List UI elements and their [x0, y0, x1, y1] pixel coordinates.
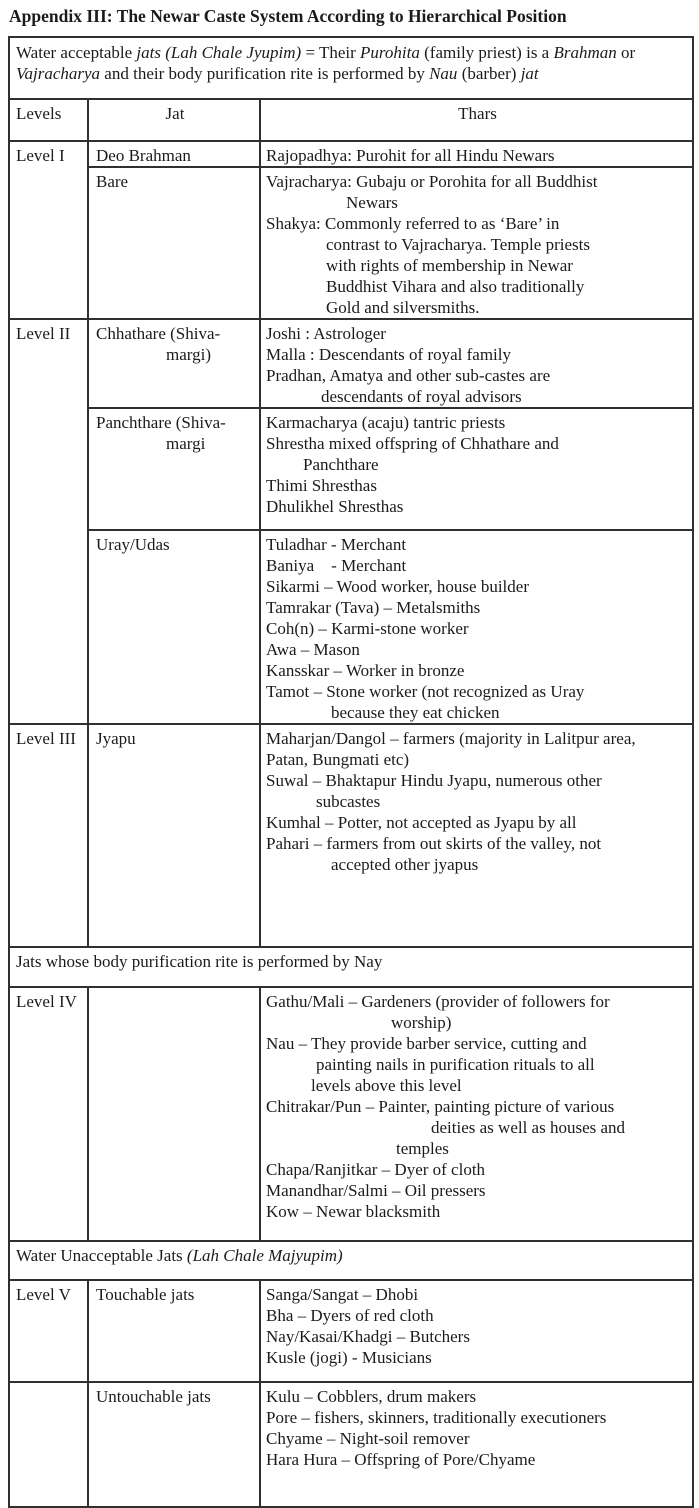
section-segment: (Lah Chale Majyupim) — [186, 1246, 343, 1265]
jat-line: Chhathare (Shiva- — [96, 324, 221, 343]
jat-line: margi) — [166, 345, 212, 364]
intro-segment: jat — [520, 64, 539, 83]
column-header-jat: Jat — [88, 99, 260, 141]
thars-line: Nau – They provide barber service, cutting and — [266, 1034, 587, 1053]
thars-line: accepted other jyapus — [331, 855, 479, 874]
thars-line: Coh(n) – Karmi-stone worker — [266, 619, 469, 638]
thars-line: Sanga/Sangat – Dhobi — [266, 1285, 419, 1304]
thars-line: Bha – Dyers of red cloth — [266, 1306, 434, 1325]
intro-cell — [9, 37, 693, 99]
intro-segment: (family priest) is a — [419, 43, 554, 62]
level-cell: Level II — [9, 319, 88, 724]
thars-line: worship) — [391, 1013, 452, 1032]
jat-cell: Deo Brahman — [88, 141, 260, 167]
column-header-thars: Thars — [260, 99, 693, 141]
jat-cell — [88, 987, 260, 1241]
intro-segment: Vajracharya — [16, 64, 101, 83]
thars-cell — [260, 408, 693, 530]
thars-cell — [260, 530, 693, 724]
page-title: Appendix III: The Newar Caste System According to Hierarchical Position — [9, 6, 567, 26]
jat-cell: Uray/Udas — [88, 530, 260, 724]
thars-line: Shakya: Commonly referred to as ‘Bare’ in — [266, 214, 560, 233]
section-cell — [9, 1241, 693, 1280]
thars-line: Kusle (jogi) - Musicians — [266, 1348, 432, 1367]
header-row — [9, 99, 693, 141]
intro-line-1 — [16, 42, 688, 63]
thars-line: Malla : Descendants of royal family — [266, 345, 512, 364]
thars-line: Patan, Bungmati etc) — [266, 750, 410, 769]
row-level2-chhathare — [9, 319, 693, 408]
thars-cell — [260, 1280, 693, 1382]
thars-cell — [260, 167, 693, 319]
level-cell: Level IV — [9, 987, 88, 1241]
intro-segment: (barber) — [457, 64, 521, 83]
thars-line: Pore – fishers, skinners, traditionally executioners — [266, 1408, 607, 1427]
thars-cell — [260, 319, 693, 408]
intro-segment: (Lah Chale Jyupim) — [165, 43, 302, 62]
intro-segment: Brahman — [553, 43, 617, 62]
intro-segment: Nau — [429, 64, 458, 83]
thars-cell — [260, 724, 693, 947]
jat-cell — [88, 319, 260, 408]
row-level1-deo-brahman — [9, 141, 693, 167]
thars-line: deities as well as houses and — [431, 1118, 626, 1137]
thars-line: Baniya - Merchant — [266, 556, 407, 575]
thars-line: Shrestha mixed offspring of Chhathare and — [266, 434, 559, 453]
thars-line: Chyame – Night-soil remover — [266, 1429, 470, 1448]
thars-line: Rajopadhya: Purohit for all Hindu Newars — [266, 146, 555, 165]
intro-segment: Water acceptable — [16, 43, 137, 62]
row-level2-uray-udas — [9, 530, 693, 724]
thars-line: Dhulikhel Shresthas — [266, 497, 404, 516]
thars-line: Kulu – Cobblers, drum makers — [266, 1387, 477, 1406]
jat-cell — [88, 408, 260, 530]
jat-cell: Untouchable jats — [88, 1382, 260, 1507]
thars-cell — [260, 1382, 693, 1507]
section-cell — [9, 947, 693, 987]
section-text — [16, 1245, 688, 1266]
level-cell: Level I — [9, 141, 88, 319]
thars-line: Panchthare — [303, 455, 379, 474]
thars-line: Tamot – Stone worker (not recognized as Uray — [266, 682, 585, 701]
section-segment: Water Unacceptable Jats — [16, 1246, 187, 1265]
section-text: Jats whose body purification rite is performed by Nay — [16, 952, 383, 971]
thars-line: Gathu/Mali – Gardeners (provider of followers for — [266, 992, 610, 1011]
section-row-nay — [9, 947, 693, 987]
thars-line: Tuladhar - Merchant — [266, 535, 407, 554]
row-level2-panchthare — [9, 408, 693, 530]
jat-cell: Touchable jats — [88, 1280, 260, 1382]
thars-line: Manandhar/Salmi – Oil pressers — [266, 1181, 486, 1200]
thars-line: Thimi Shresthas — [266, 476, 377, 495]
intro-segment: = Their — [301, 43, 361, 62]
thars-line: Kansskar – Worker in bronze — [266, 661, 465, 680]
level-cell — [9, 1382, 88, 1507]
jat-cell: Jyapu — [88, 724, 260, 947]
thars-line: subcastes — [316, 792, 381, 811]
thars-line: with rights of membership in Newar — [326, 256, 573, 275]
thars-line: Suwal – Bhaktapur Hindu Jyapu, numerous other — [266, 771, 602, 790]
thars-line: because they eat chicken — [331, 703, 500, 722]
thars-line: Buddhist Vihara and also traditionally — [326, 277, 585, 296]
row-level5-touchable — [9, 1280, 693, 1382]
intro-segment: jats — [136, 43, 161, 62]
thars-line: Tamrakar (Tava) – Metalsmiths — [266, 598, 481, 617]
thars-line: Nay/Kasai/Khadgi – Butchers — [266, 1327, 470, 1346]
section-row-water-unacceptable — [9, 1241, 693, 1280]
jat-cell: Bare — [88, 167, 260, 319]
thars-line: Karmacharya (acaju) tantric priests — [266, 413, 506, 432]
thars-line: Awa – Mason — [266, 640, 360, 659]
intro-row — [9, 37, 693, 99]
thars-line: levels above this level — [311, 1076, 462, 1095]
level-cell: Level V — [9, 1280, 88, 1382]
thars-line: Gold and silversmiths. — [326, 298, 480, 317]
row-level5-untouchable — [9, 1382, 693, 1507]
intro-line-2 — [16, 63, 688, 84]
column-header-levels: Levels — [9, 99, 88, 141]
intro-segment: and their body purification rite is performed by — [100, 64, 430, 83]
thars-line: Kow – Newar blacksmith — [266, 1202, 441, 1221]
caste-table — [8, 36, 694, 1508]
thars-line: Newars — [346, 193, 398, 212]
thars-cell — [260, 141, 693, 167]
jat-line: Panchthare (Shiva- — [96, 413, 226, 432]
thars-line: Maharjan/Dangol – farmers (majority in Lalitpur area, — [266, 729, 636, 748]
thars-line: descendants of royal advisors — [321, 387, 522, 406]
intro-segment: or — [616, 43, 636, 62]
thars-line: Kumhal – Potter, not accepted as Jyapu by all — [266, 813, 577, 832]
thars-line: painting nails in purification rituals to all — [316, 1055, 595, 1074]
thars-line: Joshi : Astrologer — [266, 324, 386, 343]
thars-line: Vajracharya: Gubaju or Porohita for all Buddhist — [266, 172, 598, 191]
thars-line: Pradhan, Amatya and other sub-castes are — [266, 366, 551, 385]
thars-cell — [260, 987, 693, 1241]
thars-line: Hara Hura – Offspring of Pore/Chyame — [266, 1450, 536, 1469]
thars-line: Sikarmi – Wood worker, house builder — [266, 577, 529, 596]
row-level4 — [9, 987, 693, 1241]
row-level1-bare — [9, 167, 693, 319]
thars-line: Pahari – farmers from out skirts of the valley, not — [266, 834, 602, 853]
level-cell: Level III — [9, 724, 88, 947]
row-level3-jyapu — [9, 724, 693, 947]
thars-line: Chitrakar/Pun – Painter, painting picture of various — [266, 1097, 615, 1116]
thars-line: Chapa/Ranjitkar – Dyer of cloth — [266, 1160, 486, 1179]
thars-line: temples — [396, 1139, 449, 1158]
jat-line: margi — [166, 434, 206, 453]
thars-line: contrast to Vajracharya. Temple priests — [326, 235, 590, 254]
intro-segment: Purohita — [360, 43, 420, 62]
